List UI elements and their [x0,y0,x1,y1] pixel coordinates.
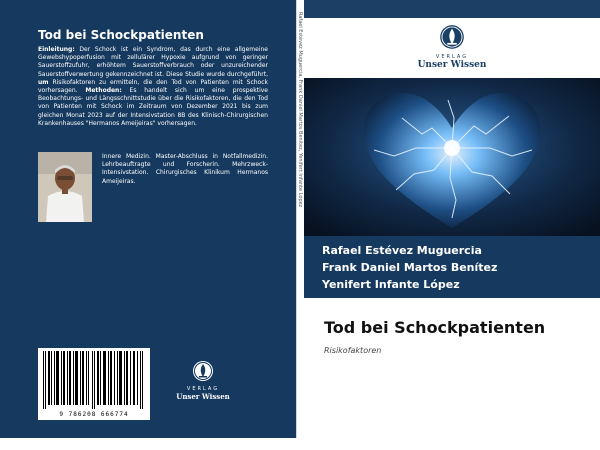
back-publisher-logo [168,360,238,401]
aim-text: Risikofaktoren zu ermitteln, die den Tod von Patienten mit Schock vorhersagen. [38,78,268,95]
back-cover [0,0,296,438]
methods-label: Methoden: [85,87,122,95]
front-publisher-logo [402,24,502,70]
back-publisher-name: Unser Wissen [176,392,230,401]
back-title: Tod bei Schockpatienten [38,28,204,42]
intro-text: Der Schock ist ein Syndrom, das durch eine allgemeine Gewebshypoperfusion mit zellulärer Hypoxie aufgrund von geringer Sauerstoffzufuhr, erhöhtem Sauerstoffverbrauch oder unzureichender Sauerstoffverwertung gekennzeichnet ist. Diese Studie wurde durchgeführt, [38,46,268,78]
front-publisher-name: Unser Wissen [417,60,487,70]
back-publisher-sub: VERLAG [186,386,220,392]
top-band [304,0,600,18]
author-name-2: Frank Daniel Martos Benítez [322,261,498,274]
author-name-1: Rafael Estévez Muguercia [322,244,482,257]
book-title: Tod bei Schockpatienten [324,318,546,337]
isbn-number: 9 786208 666774 [59,411,129,418]
spine-text: Rafael Estévez Muguercia, Frank Daniel Martos Benítez, Yenifert Infante López [297,12,303,208]
back-blurb [38,46,268,128]
isbn-barcode [38,348,150,420]
author-bio: Innere Medizin. Master-Abschluss in Notfallmedizin. Lehrbeauftragte und Forscherin. Mehrzweck-Intensivstation. Chirurgisches Klinikum Hermanos Ameijeiras. [102,153,268,185]
intro-label: Einleitung: [38,46,75,53]
front-publisher-sub: VERLAG [435,54,469,60]
publisher-emblem-icon [192,360,214,382]
author-photo [38,152,92,222]
authors-band [304,236,600,298]
front-cover [304,0,600,438]
author-name-3: Yenifert Infante López [322,278,460,291]
aim-label: um [38,78,49,86]
publisher-emblem-icon [439,24,465,50]
book-subtitle: Risikofaktoren [324,346,382,355]
cover-image-heart [304,78,600,236]
methods-text: Es handelt sich um eine prospektive Beobachtungs- und Längsschnittstudie über die Risikofaktoren, die den Tod von Patienten mit Schock im Zeitraum von Dezember 2021 bis zum gleichen Monat 2023 auf der Intensivstation 8B des Klinisch-Chirurgischen Krankenhauses "Hermanos Ameijeiras" vorhersagen. [38,87,268,127]
